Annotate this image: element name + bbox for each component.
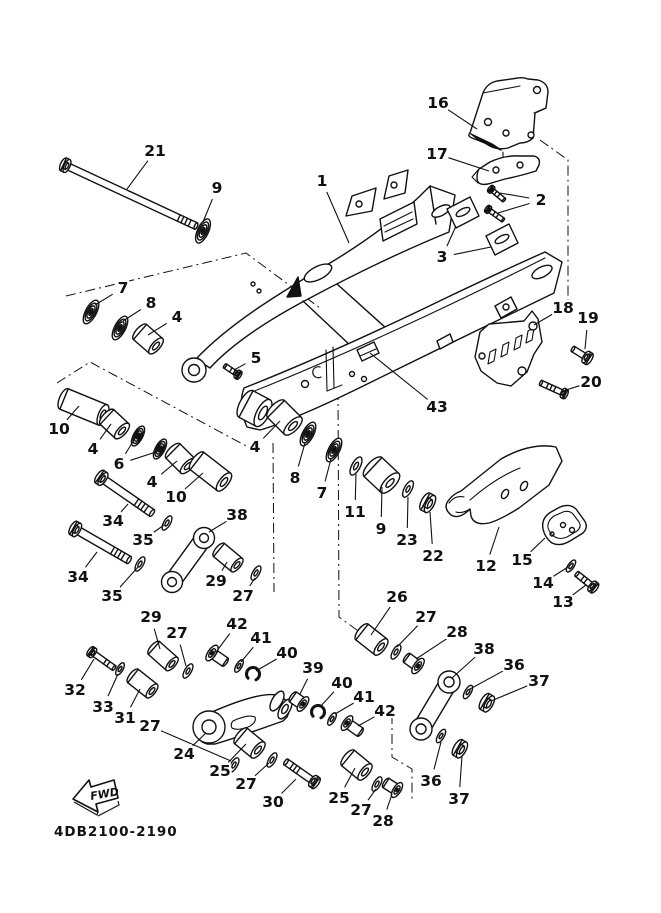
part-washer-27 xyxy=(265,751,279,768)
callout-27: 27 xyxy=(415,608,437,626)
callout-39: 39 xyxy=(302,659,324,677)
callout-leader-28 xyxy=(387,794,392,810)
callout-43: 43 xyxy=(426,398,448,416)
part-washer-35 xyxy=(160,514,174,531)
callout-28: 28 xyxy=(372,812,394,830)
fwd-label: FWD xyxy=(89,785,120,803)
callout-leader-32 xyxy=(81,659,94,680)
callout-9: 9 xyxy=(375,520,387,538)
callout-14: 14 xyxy=(532,574,554,592)
callout-3: 3 xyxy=(436,248,448,266)
part-screw-20 xyxy=(539,380,570,400)
callout-leader-20 xyxy=(566,386,580,390)
callout-34: 34 xyxy=(67,568,89,586)
callout-12: 12 xyxy=(475,557,497,575)
callout-leader-33 xyxy=(108,674,118,696)
callout-35: 35 xyxy=(101,587,123,605)
callout-leader-40 xyxy=(320,692,334,707)
callout-26: 26 xyxy=(386,588,408,606)
part-circlip-40 xyxy=(309,703,327,721)
callout-22: 22 xyxy=(422,547,444,565)
part-bush-42 xyxy=(339,714,365,737)
callout-41: 41 xyxy=(250,629,272,647)
callout-leader-38 xyxy=(452,657,475,678)
part-nut-37 xyxy=(477,692,497,714)
callout-28: 28 xyxy=(446,623,468,641)
callout-leader-9 xyxy=(381,487,382,517)
part-bolt-30 xyxy=(283,758,322,790)
callout-leader-10 xyxy=(185,473,203,489)
callout-6: 6 xyxy=(113,455,125,473)
part-washer-14 xyxy=(565,559,578,574)
callout-leader-23 xyxy=(407,497,408,528)
callout-36: 36 xyxy=(503,656,525,674)
callout-leader-36 xyxy=(470,671,504,689)
callout-9: 9 xyxy=(211,179,223,197)
callout-20: 20 xyxy=(580,373,602,391)
part-washer-23 xyxy=(400,479,415,498)
callout-10: 10 xyxy=(165,488,187,506)
part-bush-42 xyxy=(204,643,230,667)
swingarm-1 xyxy=(182,170,562,430)
part-bush-28 xyxy=(381,777,405,799)
part-bolt-32 xyxy=(85,645,116,671)
part-washer-36 xyxy=(435,728,448,744)
callout-leader-2 xyxy=(498,204,530,214)
callout-27: 27 xyxy=(166,624,188,642)
callout-leader-30 xyxy=(282,779,297,794)
callout-4: 4 xyxy=(171,308,183,326)
callout-leader-19 xyxy=(585,330,587,349)
callout-27: 27 xyxy=(350,801,372,819)
callout-leader-27 xyxy=(180,645,186,666)
callout-4: 4 xyxy=(87,440,99,458)
callout-leader-5 xyxy=(234,364,246,370)
callout-leader-34 xyxy=(121,504,128,512)
callout-7: 7 xyxy=(316,484,328,502)
callout-leader-22 xyxy=(430,512,432,544)
callout-leader-27 xyxy=(255,763,269,776)
callout-40: 40 xyxy=(331,674,353,692)
callout-34: 34 xyxy=(102,512,124,530)
callout-leader-42 xyxy=(216,634,230,652)
part-flange-bolt-19 xyxy=(570,346,594,366)
callout-40: 40 xyxy=(276,644,298,662)
part-washer-36 xyxy=(462,684,475,700)
part-washer-41 xyxy=(233,658,245,673)
callout-38: 38 xyxy=(226,506,248,524)
part-bush-25 xyxy=(338,748,374,783)
callout-leader-14 xyxy=(553,567,568,577)
chain-guard-17 xyxy=(472,156,539,185)
callout-leader-37 xyxy=(491,686,528,701)
callout-13: 13 xyxy=(552,593,574,611)
callout-leader-13 xyxy=(573,585,586,595)
callout-36: 36 xyxy=(420,772,442,790)
part-washer-27 xyxy=(181,662,195,679)
part-bush-39 xyxy=(287,691,311,714)
part-circlip-40 xyxy=(244,665,262,683)
callout-29: 29 xyxy=(140,608,162,626)
callout-18: 18 xyxy=(552,299,574,317)
callout-33: 33 xyxy=(92,698,114,716)
callout-27: 27 xyxy=(232,587,254,605)
part-washer-27 xyxy=(370,775,384,792)
callout-10: 10 xyxy=(48,420,70,438)
part-collar-26 xyxy=(353,622,391,658)
part-washer-27 xyxy=(249,564,263,581)
callout-27: 27 xyxy=(235,775,257,793)
callout-27: 27 xyxy=(139,717,161,735)
callout-leader-1 xyxy=(327,192,349,243)
adjuster-plates-3 xyxy=(447,197,518,255)
callout-leader-8 xyxy=(298,443,305,467)
callout-leader-11 xyxy=(355,474,356,500)
callout-leader-35 xyxy=(120,567,138,587)
callout-2: 2 xyxy=(535,191,547,209)
callout-leader-41 xyxy=(335,703,354,714)
callout-leader-26 xyxy=(371,607,390,635)
part-bush-28 xyxy=(402,652,427,675)
part-bolt-5 xyxy=(223,363,243,380)
callout-leader-17 xyxy=(448,158,489,171)
callout-17: 17 xyxy=(426,145,448,163)
callout-25: 25 xyxy=(328,789,350,807)
part-oil-seal-7 xyxy=(323,436,345,464)
callout-leader-34 xyxy=(85,552,97,567)
callout-leader-6 xyxy=(125,440,134,454)
callout-leader-37 xyxy=(460,756,462,787)
callout-16: 16 xyxy=(427,94,449,112)
callout-32: 32 xyxy=(64,681,86,699)
part-washer-33 xyxy=(114,661,126,676)
callout-11: 11 xyxy=(344,503,366,521)
callout-7: 7 xyxy=(117,279,129,297)
part-screw-2 xyxy=(484,204,505,222)
callout-25: 25 xyxy=(209,762,231,780)
callout-leader-7 xyxy=(95,294,113,305)
callout-leader-15 xyxy=(531,538,545,552)
part-collar-10 xyxy=(187,449,235,493)
callout-35: 35 xyxy=(132,531,154,549)
callout-1: 1 xyxy=(316,172,328,190)
callout-leader-28 xyxy=(416,639,447,659)
callout-leader-7 xyxy=(325,459,331,481)
callout-leader-16 xyxy=(448,110,477,129)
drawing-code: 4DB2100-2190 xyxy=(54,824,178,840)
callout-leader-41 xyxy=(241,647,253,662)
part-collar-29 xyxy=(211,541,245,574)
callout-8: 8 xyxy=(145,294,157,312)
callout-leader-31 xyxy=(131,689,141,707)
part-washer-11 xyxy=(348,455,365,477)
callout-15: 15 xyxy=(511,551,533,569)
callout-leader-27 xyxy=(397,626,418,647)
part-collar-29 xyxy=(146,639,181,672)
callout-leader-40 xyxy=(256,659,277,671)
callout-19: 19 xyxy=(577,309,599,327)
callout-42: 42 xyxy=(226,615,248,633)
callout-leader-21 xyxy=(127,161,148,189)
part-washer-27 xyxy=(389,643,403,660)
callout-leader-42 xyxy=(358,717,375,726)
part-collar-31 xyxy=(125,667,160,700)
part-pivot-bolt-21 xyxy=(58,157,199,230)
callout-38: 38 xyxy=(473,640,495,658)
callout-37: 37 xyxy=(448,790,470,808)
callout-leader-8 xyxy=(123,310,141,322)
callout-30: 30 xyxy=(262,793,284,811)
chain-guard-rubber-15 xyxy=(543,505,587,544)
callout-41: 41 xyxy=(353,688,375,706)
part-relay-arm-38 xyxy=(410,671,460,740)
callout-42: 42 xyxy=(374,702,396,720)
callout-37: 37 xyxy=(528,672,550,690)
callout-31: 31 xyxy=(114,709,136,727)
callout-leader-6 xyxy=(130,452,156,460)
fwd-arrow xyxy=(73,780,120,816)
part-nut-22 xyxy=(417,491,438,514)
chain-slider-12 xyxy=(446,446,562,524)
callout-leader-12 xyxy=(490,527,499,555)
callout-24: 24 xyxy=(173,745,195,763)
callout-leader-38 xyxy=(209,521,227,532)
callout-leader-39 xyxy=(300,679,308,694)
callout-leader-3 xyxy=(454,247,491,255)
callout-29: 29 xyxy=(205,572,227,590)
callout-4: 4 xyxy=(146,473,158,491)
callout-4: 4 xyxy=(249,438,261,456)
callout-5: 5 xyxy=(250,349,262,367)
callout-leader-36 xyxy=(434,742,441,769)
callout-21: 21 xyxy=(144,142,166,160)
part-nut-37 xyxy=(450,738,470,760)
callout-23: 23 xyxy=(396,531,418,549)
callout-8: 8 xyxy=(289,469,301,487)
